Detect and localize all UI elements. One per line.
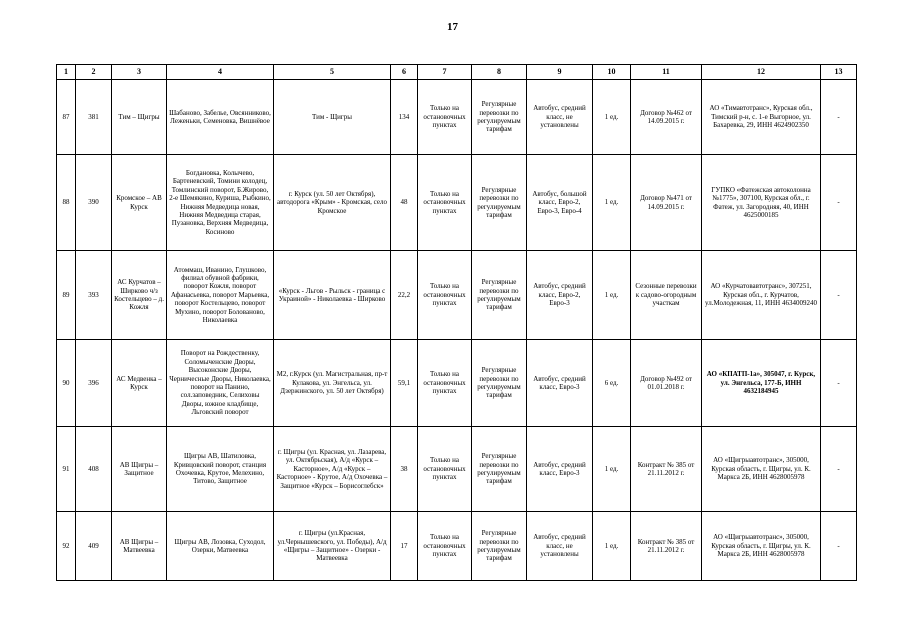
fare-type: Регулярные перевозки по регулируемым тарифам bbox=[472, 251, 527, 340]
column-header: 5 bbox=[274, 65, 391, 80]
vehicle-class: Автобус, средний класс, Евро-2, Евро-3 bbox=[527, 251, 593, 340]
vehicle-count: 1 ед. bbox=[593, 251, 631, 340]
contract-info: Контракт № 385 от 21.11.2012 г. bbox=[631, 427, 702, 512]
boarding-order: Только на остановочных пунктах bbox=[418, 427, 472, 512]
column-header: 6 bbox=[391, 65, 418, 80]
extra-cell: - bbox=[821, 512, 857, 581]
vehicle-count: 1 ед. bbox=[593, 155, 631, 251]
route-reg-number: 408 bbox=[76, 427, 112, 512]
route-path: г. Щигры (ул. Красная, ул. Лазарева, ул. Октябрьская), А/д «Курск – Касторное», А/д «Курск – Касторное» - Крутое, А/д Охочевка – Защитное «Курск – Борисоглебск» bbox=[274, 427, 391, 512]
route-name: АС Медвенка – Курск bbox=[112, 340, 167, 427]
routes-table bbox=[56, 64, 857, 581]
carrier-info: АО «КПАТП-1а», 305047, г. Курск, ул. Энгельса, 177-Б, ИНН 4632184945 bbox=[702, 340, 821, 427]
route-stops: Поворот на Рождественку, Соломыченские Дворы, Высоконские Дворы, Черничесные Дворы, Николаевка, поворот на Панино, сол.заповедник, Селиховы Дворы, южное кладбище, Льговский поворот bbox=[167, 340, 274, 427]
column-header: 2 bbox=[76, 65, 112, 80]
row-number: 88 bbox=[57, 155, 76, 251]
boarding-order: Только на остановочных пунктах bbox=[418, 340, 472, 427]
vehicle-class: Автобус, большой класс, Евро-2, Евро-3, Евро-4 bbox=[527, 155, 593, 251]
vehicle-count: 1 ед. bbox=[593, 80, 631, 155]
route-name: АВ Щигры – Матвеевка bbox=[112, 512, 167, 581]
route-length: 59,1 bbox=[391, 340, 418, 427]
extra-cell: - bbox=[821, 251, 857, 340]
route-path: Тим - Щигры bbox=[274, 80, 391, 155]
route-reg-number: 390 bbox=[76, 155, 112, 251]
table-row bbox=[57, 155, 857, 251]
contract-info: Договор №462 от 14.09.2015 г. bbox=[631, 80, 702, 155]
route-length: 48 bbox=[391, 155, 418, 251]
boarding-order: Только на остановочных пунктах bbox=[418, 155, 472, 251]
route-path: М2, г.Курск (ул. Магистральная, пр-т Кулакова, ул. Энгельса, ул. Дзержинского, ул. 50 лет Октября) bbox=[274, 340, 391, 427]
vehicle-count: 1 ед. bbox=[593, 512, 631, 581]
carrier-info: ГУПКО «Фатежская автоколонна №1775», 307100, Курская обл., г. Фатеж, ул. Загородняя, 40, ИНН 4625000185 bbox=[702, 155, 821, 251]
extra-cell: - bbox=[821, 80, 857, 155]
vehicle-class: Автобус, средний класс, Евро-3 bbox=[527, 340, 593, 427]
table-row bbox=[57, 512, 857, 581]
header-row bbox=[57, 65, 857, 80]
route-reg-number: 409 bbox=[76, 512, 112, 581]
route-reg-number: 396 bbox=[76, 340, 112, 427]
table-row bbox=[57, 251, 857, 340]
fare-type: Регулярные перевозки по регулируемым тарифам bbox=[472, 80, 527, 155]
column-header: 3 bbox=[112, 65, 167, 80]
column-header: 4 bbox=[167, 65, 274, 80]
route-stops: Щигры АВ, Шатиловка, Кривцовский поворот, станция Охочевка, Крутое, Мелехино, Титово, Защитное bbox=[167, 427, 274, 512]
row-number: 91 bbox=[57, 427, 76, 512]
route-name: АС Курчатов – Ширково ч/з Костельцево – д. Кожля bbox=[112, 251, 167, 340]
boarding-order: Только на остановочных пунктах bbox=[418, 512, 472, 581]
column-header: 11 bbox=[631, 65, 702, 80]
route-path: г. Щигры (ул.Красная, ул.Чернышевского, ул. Победы), А/д «Щигры – Защитное» - Озерки - Матвеевка bbox=[274, 512, 391, 581]
vehicle-class: Автобус, средний класс, не установлены bbox=[527, 80, 593, 155]
route-name: АВ Щигры – Защитное bbox=[112, 427, 167, 512]
carrier-info: АО «Щигрыавтотранс», 305000, Курская область, г. Щигры, ул. К. Маркса 2Б, ИНН 4628005978 bbox=[702, 427, 821, 512]
table-row bbox=[57, 80, 857, 155]
fare-type: Регулярные перевозки по регулируемым тарифам bbox=[472, 427, 527, 512]
boarding-order: Только на остановочных пунктах bbox=[418, 80, 472, 155]
column-header: 7 bbox=[418, 65, 472, 80]
table-row bbox=[57, 427, 857, 512]
route-length: 38 bbox=[391, 427, 418, 512]
row-number: 89 bbox=[57, 251, 76, 340]
fare-type: Регулярные перевозки по регулируемым тарифам bbox=[472, 155, 527, 251]
column-header: 10 bbox=[593, 65, 631, 80]
route-length: 22,2 bbox=[391, 251, 418, 340]
contract-info: Контракт № 385 от 21.11.2012 г. bbox=[631, 512, 702, 581]
contract-info: Договор №471 от 14.09.2015 г. bbox=[631, 155, 702, 251]
route-stops: Щигры АВ, Лозовка, Суходол, Озерки, Матвеевка bbox=[167, 512, 274, 581]
route-path: «Курск - Льгов - Рыльск - граница с Украиной» - Николаевка - Ширково bbox=[274, 251, 391, 340]
vehicle-count: 1 ед. bbox=[593, 427, 631, 512]
route-length: 134 bbox=[391, 80, 418, 155]
carrier-info: АО «Щигрыавтотранс», 305000, Курская область, г. Щигры, ул. К. Маркса 2Б, ИНН 4628005978 bbox=[702, 512, 821, 581]
fare-type: Регулярные перевозки по регулируемым тарифам bbox=[472, 340, 527, 427]
contract-info: Сезонные перевозки к садово-огородным участкам bbox=[631, 251, 702, 340]
route-path: г. Курск (ул. 50 лет Октября), автодорога «Крым» - Кромская, село Кромское bbox=[274, 155, 391, 251]
column-header: 13 bbox=[821, 65, 857, 80]
page-number: 17 bbox=[447, 21, 458, 33]
row-number: 90 bbox=[57, 340, 76, 427]
route-stops: Шабаново, Забелье, Овсянниково, Леженьки, Семеновка, Вишнёвое bbox=[167, 80, 274, 155]
table-row bbox=[57, 340, 857, 427]
route-stops: Атоммаш, Иванино, Глушково, филиал обувной фабрики, поворот Кожля, поворот Афанасьевка, поворот Марьевка, поворот Костельцево, поворот Мухино, поворот Болованово, Николаевка bbox=[167, 251, 274, 340]
route-reg-number: 393 bbox=[76, 251, 112, 340]
extra-cell: - bbox=[821, 340, 857, 427]
route-reg-number: 381 bbox=[76, 80, 112, 155]
vehicle-class: Автобус, средний класс, Евро-3 bbox=[527, 427, 593, 512]
route-name: Кромское – АВ Курск bbox=[112, 155, 167, 251]
route-name: Тим – Щигры bbox=[112, 80, 167, 155]
boarding-order: Только на остановочных пунктах bbox=[418, 251, 472, 340]
row-number: 92 bbox=[57, 512, 76, 581]
fare-type: Регулярные перевозки по регулируемым тарифам bbox=[472, 512, 527, 581]
column-header: 12 bbox=[702, 65, 821, 80]
extra-cell: - bbox=[821, 427, 857, 512]
row-number: 87 bbox=[57, 80, 76, 155]
carrier-info: АО «Курчатовавтотранс», 307251, Курская обл., г. Курчатов, ул.Молодежная, 11, ИНН 4634009240 bbox=[702, 251, 821, 340]
route-stops: Богдановка, Колычево, Бартеневский, Томини колодец, Томлинский поворот, Б.Жирово, 2-е Шемякино, Куриша, Рыбкино, Нижняя Медведица новая, Нижняя Медведица старая, Пузановка, Верхняя Медведица, Косиново bbox=[167, 155, 274, 251]
column-header: 9 bbox=[527, 65, 593, 80]
contract-info: Договор №492 от 01.01.2018 г. bbox=[631, 340, 702, 427]
extra-cell: - bbox=[821, 155, 857, 251]
column-header: 1 bbox=[57, 65, 76, 80]
carrier-info: АО «Тимавтотранс», Курская обл., Тимский р-н, с. 1-е Выгорное, ул. Бахаревка, 29, ИНН 4624902350 bbox=[702, 80, 821, 155]
column-header: 8 bbox=[472, 65, 527, 80]
vehicle-count: 6 ед. bbox=[593, 340, 631, 427]
route-length: 17 bbox=[391, 512, 418, 581]
vehicle-class: Автобус, средний класс, не установлены bbox=[527, 512, 593, 581]
